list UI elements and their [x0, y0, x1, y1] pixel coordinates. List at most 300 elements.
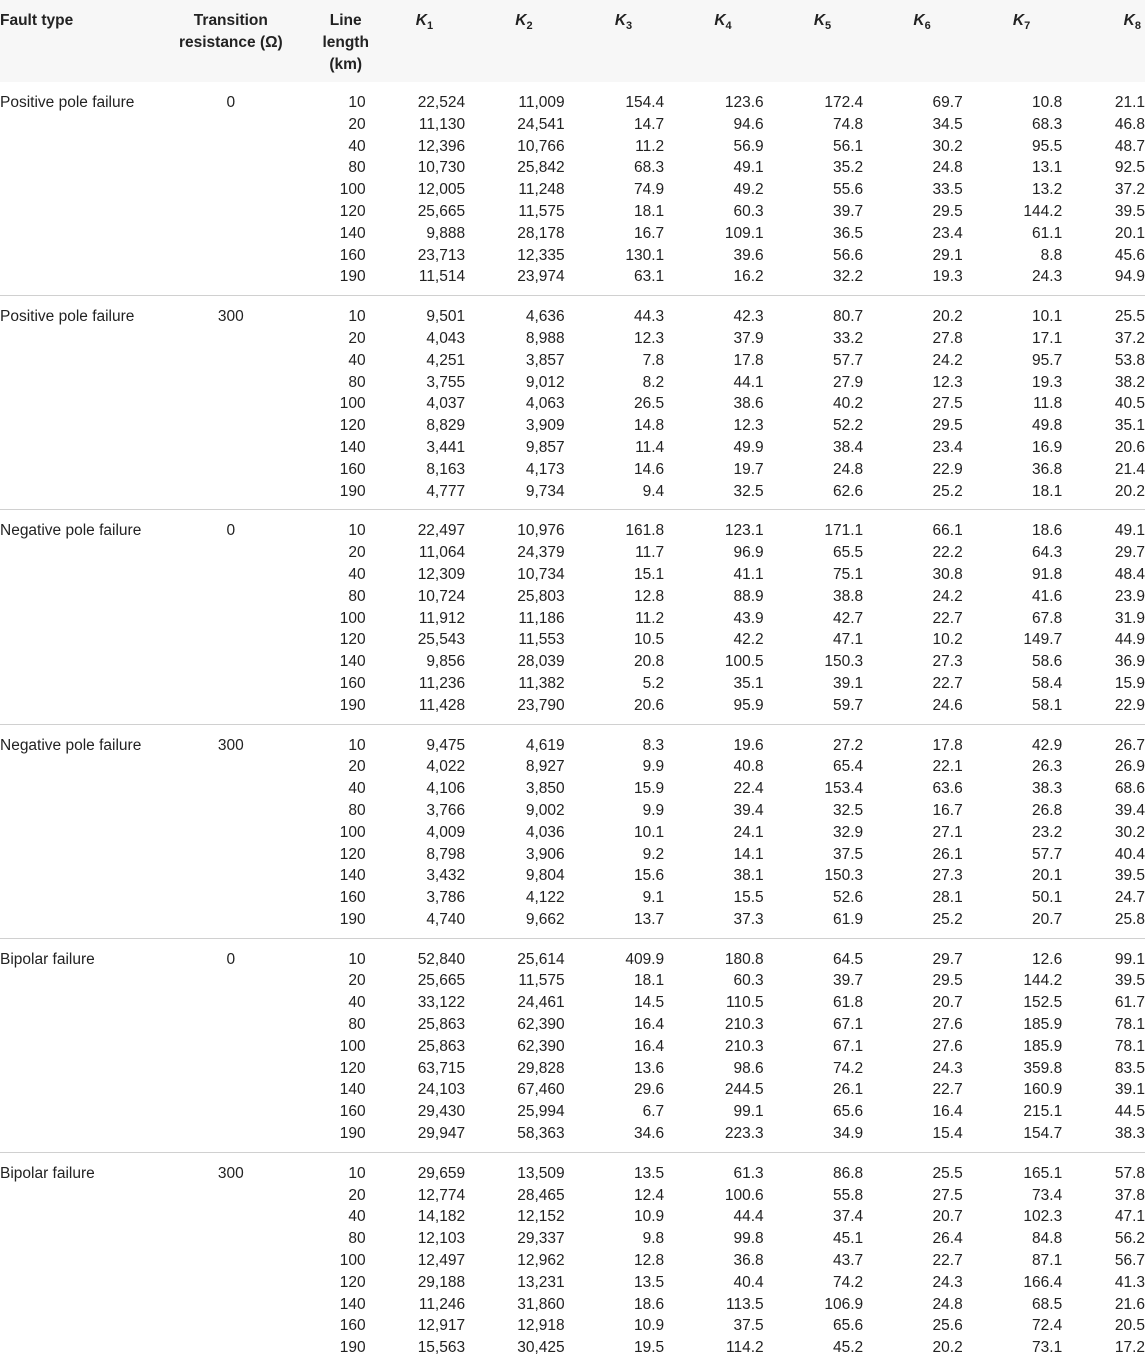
k7-cell: 166.4 [1023, 1273, 1063, 1291]
k4-cell: 96.9 [733, 544, 764, 562]
line-length-cell: 100 [339, 1252, 366, 1270]
fault-type-cell: Positive pole failure [0, 94, 135, 111]
k4-cell: 40.4 [733, 1273, 764, 1291]
k1-cell: 12,917 [417, 1317, 466, 1335]
k6-cell: 25.2 [932, 482, 963, 500]
k2-cell: 23,974 [517, 268, 565, 286]
k5-cell: 55.6 [833, 181, 864, 199]
k4-cell: 44.4 [733, 1208, 764, 1226]
k4-cell: 38.6 [733, 395, 764, 413]
k6-cell: 34.5 [932, 115, 963, 133]
k8-cell: 94.9 [1114, 268, 1145, 286]
k7-cell: 73.4 [1032, 1186, 1063, 1204]
k2-cell: 4,619 [479, 724, 579, 756]
k7-cell: 49.8 [1032, 417, 1063, 435]
k4-cell: 14.1 [733, 845, 764, 863]
k7-cell: 42.9 [977, 724, 1077, 756]
k6-cell: 30.2 [932, 137, 963, 155]
k3-cell: 18.1 [633, 972, 665, 990]
k1-cell: 8,163 [426, 460, 466, 478]
k1-cell: 3,432 [426, 867, 466, 885]
k8-cell: 31.9 [1114, 609, 1145, 627]
k2-cell: 12,962 [517, 1252, 565, 1270]
k7-cell: 61.1 [1032, 224, 1063, 242]
k8-cell: 49.1 [1076, 510, 1145, 542]
k8-cell: 39.5 [1114, 202, 1145, 220]
k6-cell: 16.7 [932, 801, 963, 819]
k8-cell: 20.1 [1114, 224, 1145, 242]
k7-cell: 24.3 [1032, 268, 1063, 286]
k7-cell: 12.6 [977, 938, 1077, 970]
k8-cell: 37.8 [1114, 1186, 1145, 1204]
k4-cell: 37.5 [733, 1317, 764, 1335]
k3-cell: 13.6 [633, 1059, 665, 1077]
k5-cell: 38.8 [833, 587, 864, 605]
line-length-cell: 100 [339, 1037, 366, 1055]
k4-cell: 19.6 [678, 724, 778, 756]
k6-cell: 27.6 [932, 1037, 963, 1055]
k2-cell: 3,850 [525, 780, 565, 798]
line-length-cell: 40 [348, 137, 366, 155]
k2-cell: 9,857 [525, 438, 565, 456]
line-length-cell: 160 [339, 246, 366, 264]
k2-cell: 11,009 [518, 94, 565, 111]
fault-group [0, 510, 1145, 724]
line-length-cell: 80 [348, 373, 366, 391]
k1-cell: 52,840 [380, 938, 480, 970]
k4-cell: 15.5 [733, 889, 764, 907]
header-k1: $K_1$ [415, 12, 434, 33]
k6-cell: 20.7 [932, 1208, 963, 1226]
k6-cell: 23.4 [932, 224, 963, 242]
k8-cell: 25.5 [1076, 296, 1145, 328]
k5-cell: 150.3 [824, 653, 864, 671]
k4-cell: 44.1 [733, 373, 764, 391]
k2-cell: 24,541 [517, 115, 565, 133]
k4-cell: 123.6 [724, 94, 764, 111]
line-length-cell: 10 [308, 1152, 380, 1184]
line-length-cell: 20 [348, 329, 366, 347]
k3-cell: 14.6 [633, 460, 665, 478]
line-length-cell: 140 [339, 1295, 366, 1313]
k5-cell: 65.6 [833, 1317, 864, 1335]
line-length-cell: 190 [339, 910, 366, 928]
k4-cell: 244.5 [724, 1081, 764, 1099]
k1-cell: 22,497 [380, 510, 480, 542]
k6-cell: 33.5 [932, 181, 963, 199]
k3-cell: 14.7 [633, 115, 665, 133]
k1-cell: 33,122 [417, 994, 466, 1012]
line-length-cell: 40 [348, 994, 366, 1012]
k8-cell: 38.2 [1114, 373, 1145, 391]
k8-cell: 26.7 [1076, 724, 1145, 756]
fault-type-cell: Negative pole failure [0, 510, 154, 724]
k7-cell: 68.5 [1032, 1295, 1063, 1313]
k3-cell: 11.7 [635, 544, 665, 562]
k2-cell: 13,231 [517, 1273, 565, 1291]
k3-cell: 15.9 [633, 780, 665, 798]
k8-cell: 21.4 [1114, 460, 1145, 478]
k2-cell: 4,036 [525, 823, 565, 841]
k4-cell: 19.7 [733, 460, 764, 478]
k5-cell: 36.5 [833, 224, 864, 242]
k1-cell: 10,724 [417, 587, 466, 605]
k6-cell: 24.3 [932, 1059, 963, 1077]
k5-cell: 32.9 [833, 823, 864, 841]
k4-cell: 56.9 [733, 137, 764, 155]
k8-cell: 56.7 [1114, 1252, 1145, 1270]
k6-cell: 20.7 [932, 994, 963, 1012]
fault-group [0, 938, 1145, 1152]
k3-cell: 9.9 [642, 801, 665, 819]
k8-cell: 40.4 [1114, 845, 1145, 863]
line-length-cell: 40 [348, 780, 366, 798]
k4-cell: 98.6 [733, 1059, 764, 1077]
k7-cell: 17.1 [1032, 329, 1063, 347]
k2-cell: 62,390 [517, 1037, 565, 1055]
k5-cell: 27.2 [778, 724, 878, 756]
k5-cell: 74.2 [833, 1273, 864, 1291]
k8-cell: 25.8 [1114, 910, 1145, 928]
k7-cell: 359.8 [1023, 1059, 1063, 1077]
transition-resistance-cell: 0 [226, 94, 236, 111]
k3-cell: 11.2 [635, 609, 665, 627]
k4-cell: 41.1 [733, 565, 764, 583]
k7-cell: 8.8 [1040, 246, 1063, 264]
k4-cell: 49.9 [733, 438, 764, 456]
k3-cell: 10.9 [633, 1317, 665, 1335]
k6-cell: 25.5 [877, 1152, 977, 1184]
k4-cell: 49.1 [733, 159, 764, 177]
fault-type-cell: Positive pole failure [0, 296, 154, 510]
k5-cell: 153.4 [824, 780, 864, 798]
k1-cell: 23,713 [417, 246, 466, 264]
k7-cell: 73.1 [1032, 1339, 1063, 1357]
line-length-cell: 80 [348, 159, 366, 177]
k6-cell: 27.5 [932, 395, 963, 413]
k5-cell: 52.6 [833, 889, 864, 907]
k2-cell: 58,363 [517, 1125, 565, 1143]
header-k6: $K_6$ [913, 12, 931, 33]
k3-cell: 68.3 [633, 159, 665, 177]
k1-cell: 3,441 [426, 438, 466, 456]
k8-cell: 15.9 [1114, 674, 1145, 692]
k1-cell: 11,064 [418, 544, 466, 562]
k6-cell: 27.1 [932, 823, 963, 841]
k2-cell: 11,575 [518, 972, 565, 990]
k7-cell: 57.7 [1032, 845, 1063, 863]
k1-cell: 4,037 [426, 395, 466, 413]
k2-cell: 9,662 [525, 910, 565, 928]
k4-cell: 210.3 [724, 1016, 764, 1034]
k7-cell: 50.1 [1032, 889, 1063, 907]
header-k3: $K_3$ [614, 12, 633, 33]
k1-cell: 11,912 [418, 609, 466, 627]
fault-group [0, 724, 1145, 938]
k7-cell: 18.6 [977, 510, 1077, 542]
k5-cell: 74.8 [833, 115, 864, 133]
k4-cell: 36.8 [733, 1252, 764, 1270]
line-length-cell: 120 [339, 631, 366, 649]
k8-cell: 99.1 [1076, 938, 1145, 970]
k5-cell: 26.1 [833, 1081, 864, 1099]
k7-cell: 95.7 [1032, 351, 1063, 369]
k5-cell: 24.8 [833, 460, 864, 478]
header-transition-resistance: Transition resistance (Ω) [178, 12, 283, 51]
k7-cell: 36.8 [1032, 460, 1063, 478]
k7-cell: 160.9 [1023, 1081, 1063, 1099]
line-length-cell: 120 [339, 417, 366, 435]
line-length-cell: 20 [348, 758, 366, 776]
k8-cell: 37.2 [1114, 181, 1145, 199]
k2-cell: 31,860 [517, 1295, 565, 1313]
k5-cell: 62.6 [833, 482, 864, 500]
k7-cell: 84.8 [1032, 1230, 1063, 1248]
k3-cell: 20.6 [633, 696, 665, 714]
header-k4: $K_4$ [714, 12, 732, 33]
line-length-cell: 40 [348, 1208, 366, 1226]
header-k7: $K_7$ [1012, 12, 1031, 33]
k8-cell: 61.7 [1114, 994, 1145, 1012]
k7-cell: 95.5 [1032, 137, 1063, 155]
k6-cell: 22.7 [932, 609, 963, 627]
k4-cell: 210.3 [724, 1037, 764, 1055]
k1-cell: 12,103 [417, 1230, 466, 1248]
k6-cell: 29.1 [932, 246, 963, 264]
k4-cell: 123.1 [678, 510, 778, 542]
k8-cell: 83.5 [1114, 1059, 1145, 1077]
k5-cell: 39.7 [833, 202, 864, 220]
k5-cell: 55.8 [833, 1186, 864, 1204]
k1-cell: 63,715 [417, 1059, 466, 1077]
line-length-cell: 160 [339, 1103, 366, 1121]
k5-cell: 27.9 [833, 373, 864, 391]
k7-cell: 67.8 [1032, 609, 1063, 627]
k7-cell: 38.3 [1032, 780, 1063, 798]
k7-cell: 185.9 [1023, 1037, 1063, 1055]
k2-cell: 4,063 [525, 395, 565, 413]
k3-cell: 7.8 [642, 351, 665, 369]
line-length-cell: 160 [339, 460, 366, 478]
k3-cell: 10.1 [633, 823, 665, 841]
k6-cell: 63.6 [932, 780, 963, 798]
k8-cell: 44.9 [1114, 631, 1145, 649]
k1-cell: 14,182 [417, 1208, 466, 1226]
k5-cell: 59.7 [833, 696, 864, 714]
k8-cell: 26.9 [1114, 758, 1145, 776]
k5-cell: 150.3 [824, 867, 864, 885]
k3-cell: 8.3 [579, 724, 679, 756]
k2-cell: 28,465 [517, 1186, 565, 1204]
k6-cell: 20.2 [932, 1339, 963, 1357]
k2-cell: 28,039 [517, 653, 565, 671]
k5-cell: 38.4 [833, 438, 864, 456]
line-length-cell: 80 [348, 801, 366, 819]
k6-cell: 24.2 [932, 351, 963, 369]
k3-cell: 13.5 [633, 1273, 665, 1291]
k7-cell: 152.5 [1023, 994, 1063, 1012]
k5-cell: 52.2 [833, 417, 864, 435]
k8-cell: 68.6 [1114, 780, 1145, 798]
fault-group [0, 82, 1145, 296]
k2-cell: 10,976 [479, 510, 579, 542]
k5-cell: 35.2 [833, 159, 864, 177]
k3-cell: 5.2 [642, 674, 665, 692]
k3-cell: 14.8 [633, 417, 665, 435]
line-length-cell: 120 [339, 845, 366, 863]
k4-cell: 110.5 [726, 994, 764, 1012]
k7-cell: 20.7 [1032, 910, 1063, 928]
k3-cell: 18.1 [633, 202, 665, 220]
fault-group [0, 296, 1145, 510]
k6-cell: 22.7 [932, 1252, 963, 1270]
k5-cell: 34.9 [833, 1125, 864, 1143]
table-header [0, 0, 1145, 82]
k1-cell: 11,514 [418, 268, 466, 286]
header-k2: $K_2$ [515, 12, 533, 33]
k8-cell: 20.6 [1114, 438, 1145, 456]
k7-cell: 11.8 [1033, 395, 1063, 413]
k5-cell: 39.1 [833, 674, 864, 692]
k4-cell: 100.5 [724, 653, 764, 671]
k8-cell: 22.9 [1114, 696, 1145, 714]
k3-cell: 14.5 [633, 994, 665, 1012]
k8-cell: 41.3 [1114, 1273, 1145, 1291]
k4-cell: 49.2 [733, 181, 764, 199]
line-length-cell: 190 [339, 1125, 366, 1143]
k4-cell: 60.3 [733, 202, 764, 220]
k3-cell: 11.2 [635, 137, 665, 155]
line-length-cell: 140 [339, 438, 366, 456]
table-row [0, 724, 1145, 756]
k8-cell: 44.5 [1114, 1103, 1145, 1121]
k1-cell: 12,774 [417, 1186, 466, 1204]
k2-cell: 4,173 [525, 460, 565, 478]
k2-cell: 3,906 [525, 845, 565, 863]
k8-cell: 37.2 [1114, 329, 1145, 347]
k6-cell: 12.3 [932, 373, 963, 391]
k3-cell: 11.4 [635, 438, 665, 456]
k7-cell: 10.1 [977, 296, 1077, 328]
k8-cell: 39.1 [1114, 1081, 1145, 1099]
k2-cell: 3,857 [525, 351, 565, 369]
k8-cell: 24.7 [1114, 889, 1145, 907]
k5-cell: 65.4 [833, 758, 864, 776]
k4-cell: 22.4 [733, 780, 764, 798]
k4-cell: 43.9 [733, 609, 764, 627]
k4-cell: 16.2 [733, 268, 764, 286]
k2-cell: 4,122 [525, 889, 565, 907]
k6-cell: 15.4 [932, 1125, 963, 1143]
k3-cell: 409.9 [579, 938, 679, 970]
line-length-cell: 100 [339, 395, 366, 413]
k6-cell: 29.7 [877, 938, 977, 970]
k3-cell: 6.7 [642, 1103, 665, 1121]
k6-cell: 25.6 [932, 1317, 963, 1335]
k1-cell: 22,524 [417, 94, 466, 111]
line-length-cell: 190 [339, 482, 366, 500]
k4-cell: 88.9 [733, 587, 764, 605]
k4-cell: 37.9 [733, 329, 764, 347]
k4-cell: 114.2 [726, 1339, 764, 1357]
k1-cell: 29,947 [417, 1125, 466, 1143]
k5-cell: 40.2 [833, 395, 864, 413]
k4-cell: 61.3 [678, 1152, 778, 1184]
k2-cell: 11,186 [518, 609, 565, 627]
k8-cell: 23.9 [1114, 587, 1145, 605]
k3-cell: 12.3 [633, 329, 665, 347]
k8-cell: 46.8 [1114, 115, 1145, 133]
k6-cell: 22.2 [932, 544, 963, 562]
k1-cell: 29,188 [417, 1273, 466, 1291]
k3-cell: 12.8 [633, 1252, 665, 1270]
k6-cell: 22.7 [932, 674, 963, 692]
line-length-cell: 120 [339, 1059, 366, 1077]
k6-cell: 17.8 [877, 724, 977, 756]
k1-cell: 29,430 [417, 1103, 466, 1121]
header-line-length: Line length (km) [322, 12, 369, 73]
k6-cell: 16.4 [932, 1103, 963, 1121]
k7-cell: 58.4 [1032, 674, 1063, 692]
k6-cell: 23.4 [932, 438, 963, 456]
k1-cell: 4,106 [426, 780, 466, 798]
k3-cell: 13.7 [633, 910, 665, 928]
k4-cell: 42.2 [733, 631, 764, 649]
k8-cell: 38.3 [1114, 1125, 1145, 1143]
k6-cell: 27.3 [932, 867, 963, 885]
k4-cell: 39.4 [733, 801, 764, 819]
k7-cell: 87.1 [1032, 1252, 1063, 1270]
line-length-cell: 120 [339, 1273, 366, 1291]
k8-cell: 45.6 [1114, 246, 1145, 264]
k5-cell: 45.1 [833, 1230, 864, 1248]
line-length-cell: 100 [339, 609, 366, 627]
k7-cell: 20.1 [1032, 867, 1063, 885]
k3-cell: 8.2 [642, 373, 665, 391]
k1-cell: 4,251 [426, 351, 466, 369]
k2-cell: 9,002 [525, 801, 565, 819]
k5-cell: 67.1 [833, 1016, 864, 1034]
k5-cell: 33.2 [833, 329, 864, 347]
k6-cell: 29.5 [932, 202, 963, 220]
k2-cell: 4,636 [479, 296, 579, 328]
line-length-cell: 120 [339, 202, 366, 220]
k2-cell: 8,988 [525, 329, 565, 347]
k8-cell: 20.2 [1114, 482, 1145, 500]
k3-cell: 9.4 [642, 482, 665, 500]
k3-cell: 9.1 [642, 889, 665, 907]
table-row [0, 82, 1145, 114]
k5-cell: 56.1 [833, 137, 864, 155]
k2-cell: 12,152 [517, 1208, 565, 1226]
k2-cell: 13,509 [479, 1152, 579, 1184]
k1-cell: 25,863 [417, 1037, 466, 1055]
k4-cell: 95.9 [733, 696, 764, 714]
k8-cell: 56.2 [1114, 1230, 1145, 1248]
fault-type-cell: Negative pole failure [0, 724, 154, 938]
k4-cell: 32.5 [733, 482, 764, 500]
line-length-cell: 140 [339, 1081, 366, 1099]
k8-cell: 39.5 [1114, 867, 1145, 885]
k5-cell: 56.6 [833, 246, 864, 264]
line-length-cell: 140 [339, 867, 366, 885]
k6-cell: 26.4 [932, 1230, 963, 1248]
line-length-cell: 40 [348, 351, 366, 369]
table-row [0, 938, 1145, 970]
k2-cell: 23,790 [517, 696, 565, 714]
line-length-cell: 190 [339, 1339, 366, 1357]
k4-cell: 12.3 [733, 417, 764, 435]
